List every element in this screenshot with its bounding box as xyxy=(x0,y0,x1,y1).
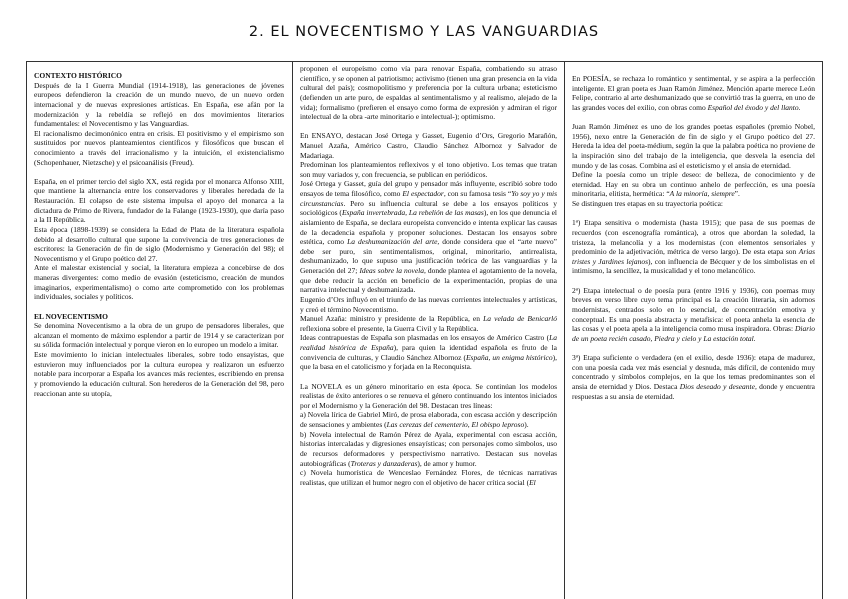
paragraph: Define la poesía como un triple deseo: de belleza, de conocimiento y de eternidad. Hay en su obra un continuo anhelo de perfección, es una poesía minoritaria, elitista, hermética: “A la minoría, siempre”. xyxy=(572,170,815,199)
paragraph: proponen el europeísmo como vía para renovar España, combatiendo su atraso científico, y se oponen al patriotismo; activismo (tienen una gran presencia en la vida cultural del país); cosmopolitismo y preferencia por la cultura urbana; esteticismo (defienden un arte puro, de espaldas al sentimentalismo y al realismo, alejado de la vida); formalismo (prefieren el ensayo como forma de expresión y admiran el rigor intelectual de la obra -arte minoritario e intelectual-); optimismo. xyxy=(300,64,557,122)
paragraph: Después de la I Guerra Mundial (1914-1918), las generaciones de jóvenes europeos defendieron la creación de un mundo nuevo, de un nuevo orden internacional y de nuevas expresiones artísticas. En España, ese afán por la modernización y la rebeldía se reflejó en dos movimientos literarios fundamentales: el Novecentismo y las Vanguardias. xyxy=(34,80,284,129)
column-1 xyxy=(27,62,291,599)
document-frame xyxy=(26,61,823,599)
paragraph-ortega: José Ortega y Gasset, guía del grupo y pensador más influyente, escribió sobre todo ensayos de tema filosófico, como El espectador, con su famosa tesis “Yo soy yo y mis circunstancias. Pero su influencia cultural se debe a los ensayos políticos y sociológicos (España invertebrada, La rebelión de las masas), en los que denuncia el aislamiento de España, se declara europeísta convencido e intenta explicar las causas de la decadencia española y proponer soluciones. Destacan los ensayos sobre estética, como La deshumanización del arte, donde considera que el “arte nuevo” debe ser puro, sin sentimentalismos, original, minoritario, antirrealista, deshumanizado, lo que supuso una justificación teórica de las vanguardias y la Generación del 27; Ideas sobre la novela, donde plantea el agotamiento de la novela, que debe reducir la acción en beneficio de la experimentación, propias de una narrativa intelectual y deshumanizada. xyxy=(300,179,558,295)
paragraph: Predominan los planteamientos reflexivos y el tono objetivo. Los temas que tratan son muy variados y, con frecuencia, se publican en periódicos. xyxy=(300,160,557,179)
paragraph-fernandez-flores: c) Novela humorística de Wenceslao Fernández Flores, de técnicas narrativas realistas, que utilizan el humor negro con el objetivo de hacer crítica social (El xyxy=(300,468,557,487)
paragraph-castro: Ideas contrapuestas de España son plasmadas en los ensayos de Américo Castro (La realidad histórica de España), para quien la identidad española es fruto de la convivencia de culturas, y Claudio Sánchez Albornoz (España, un enigma histórico), que la basa en el catolicismo y forjada en la Reconquista. xyxy=(300,333,558,372)
paragraph: Se denomina Novecentismo a la obra de un grupo de pensadores liberales, que alcanzan el momento de máximo esplendor a partir de 1914 y se caracterizan por su sólida formación intelectual y porque vieron en lo europeo un modelo a imitar. xyxy=(34,321,284,350)
paragraph: Se distinguen tres etapas en su trayectoria poética: xyxy=(572,199,723,209)
paragraph: España, en el primer tercio del siglo XX, está regida por el monarca Alfonso XIII, que mantiene la alternancia entre los conservadores y liberales heredada de la Restauración. El colapso de este sistema impulsa el apoyo del monarca a la dictadura de Primo de Rivera, fundador de la Falange (1923-1930), que daría paso a la II República. xyxy=(34,176,284,225)
column-2 xyxy=(292,62,565,599)
paragraph-etapa-1: 1ª) Etapa sensitiva o modernista (hasta 1915); que pasa de sus poemas de recuerdos (con escenografía romántica), a otros que abordan la soledad, la tristeza, la melancolía y a los modernistas (con elementos sensoriales y predominio de la adjetivación, métrica de verso largo). De esta etapa son Arias tristes y Jardines lejanos), con influencia de Bécquer y de los simbolistas en el intimismo, la sencillez, la musicalidad y el tono melancólico. xyxy=(572,218,815,276)
column-3 xyxy=(565,62,822,599)
paragraph-ensayo: En ENSAYO, destacan José Ortega y Gasset, Eugenio d’Ors, Gregorio Marañón, Manuel Azaña, Américo Castro, Claudio Sánchez Albornoz y Salvador de Madariaga. xyxy=(300,131,557,160)
paragraph-etapa-2: 2ª) Etapa intelectual o de poesía pura (entre 1916 y 1936), con poemas muy breves en verso libre cuyo tema principal es la creación literaria, sin adornos modernistas, centrados solo en lo esencial, de concentración emotiva y conceptual. Es una poesía abstracta y metafísica: el poeta anhela la esencia de las cosas y el poeta apela a la inteligencia como musa inspiradora. Obras: Diario de un poeta recién casado, Piedra y cielo y La estación total. xyxy=(572,285,815,343)
heading-contexto-historico: CONTEXTO HISTÓRICO xyxy=(34,71,123,80)
paragraph-miro: a) Novela lírica de Gabriel Miró, de prosa elaborada, con escasa acción y descripción de sensaciones y ambientes (Las cerezas del cementerio, El obispo leproso). xyxy=(300,410,557,430)
paragraph-azana: Manuel Azaña: ministro y presidente de la República, en La velada de Benicarló reflexiona sobre el presente, la Guerra Civil y la República. xyxy=(300,314,557,333)
paragraph-etapa-3: 3ª) Etapa suficiente o verdadera (en el exilio, desde 1936): etapa de madurez, con una poesía cada vez más esencial y desnuda, más difícil, de contenido muy concentrado y símbolos complejos, en la que los temas predominantes son el ansia de eternidad y Dios. Destaca Dios deseado y deseante, donde y encuentra respuestas a su ansia de eternidad. xyxy=(572,353,815,401)
paragraph: El racionalismo decimonónico entra en crisis. El positivismo y el empirismo son sustituidos por nuevos planteamientos científicos y filosóficos que buscan el conocimiento a través del irracionalismo y la intuición, el existencialismo (Schopenhauer, Nietzsche) y el psicoanálisis (Freud). xyxy=(34,128,284,167)
paragraph: Esta época (1898-1939) se considera la Edad de Plata de la literatura española debido al desarrollo cultural que supone la convivencia de tres generaciones de escritores: la Generación de fin de siglo (Modernismo y Generación del 98); el Novecentismo y el Grupo poético del 27. xyxy=(34,224,284,263)
heading-novecentismo: EL NOVECENTISMO xyxy=(34,311,108,321)
page-title: 2. EL NOVECENTISMO Y LAS VANGUARDIAS xyxy=(248,24,600,40)
paragraph-poesia: En POESÍA, se rechaza lo romántico y sentimental, y se aspira a la perfección inteligente. El gran poeta es Juan Ramón Jiménez. Mención aparte merece León Felipe, contrario al arte deshumanizado que se convirtió tras la guerra, en uno de las grandes voces del exilio, con obras como Español del éxodo y del llanto. xyxy=(572,74,815,112)
paragraph: Eugenio d’Ors influyó en el triunfo de las nuevas corrientes intelectuales y artísticas, y creó el término Novecentismo. xyxy=(300,294,557,314)
paragraph: Este movimiento lo inician intelectuales liberales, sobre todo ensayistas, que estuvieron muy influenciados por la cultura europea y realizaron un esfuerzo notable para incorporar a España los avances más recientes, escribiendo en prensa y promoviendo la educación cultural. Son herederos de la Generación del 98, pero reaccionan ante su utopía, xyxy=(34,350,284,398)
paragraph-perez-ayala: b) Novela intelectual de Ramón Pérez de Ayala, experimental con escasa acción, historias intercaladas y digresiones ensayísticas; con personajes como símbolos, uso de recursos deformadores y perspectivismo narrativo. Destacan sus novelas autobiográficas (Troteras y danzaderas), de amor y humor. xyxy=(300,429,557,468)
paragraph-novela: La NOVELA es un género minoritario en esta época. Se continúan los modelos realistas de éxito anteriores o se renueva el género continuando los intentos iniciados por el Modernismo y la Generación del 98. Destacan tres líneas: xyxy=(300,381,557,410)
paragraph-jrj: Juan Ramón Jiménez es uno de los grandes poetas españoles (premio Nobel, 1956), nexo entre la Generación de fin de siglo y el Grupo poético del 27. Hereda la idea del poeta-médium, según la que la palabra poética no proviene de la inspiración sino del trabajo de la inteligencia, que desvela la esencia del mundo y de las cosas. Combina así el esteticismo y el ansia de eternidad. xyxy=(572,122,815,170)
paragraph: Ante el malestar existencial y social, la literatura empieza a concebirse de dos maneras divergentes: como medio de evasión (esteticismo, creación de mundos imaginarios, experimentalismo) o como arte comprometido con los problemas individuales, sociales y políticos. xyxy=(34,263,284,302)
